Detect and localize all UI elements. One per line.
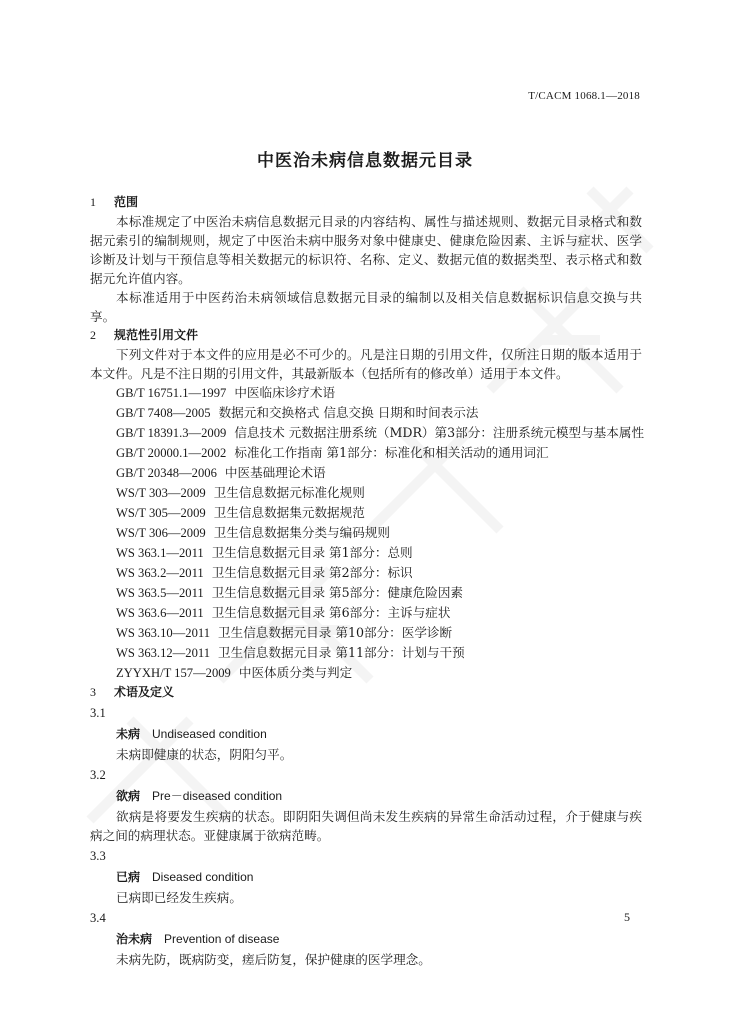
term-en: Undiseased condition [152,727,267,741]
reference-item [90,523,642,543]
reference-code: GB/T 16751.1—1997 [116,386,227,400]
reference-list [90,383,645,683]
term-en: Prevention of disease [164,932,280,946]
reference-code: WS/T 306—2009 [116,526,206,540]
page-number: 5 [624,910,630,924]
reference-code: WS 363.1—2011 [116,546,204,560]
section-heading-normative-references [90,326,642,345]
section-title: 范围 [114,195,139,209]
reference-title: 卫生信息数据元目录 第11部分：计划与干预 [218,645,465,660]
term-entry [90,766,642,845]
reference-code: GB/T 18391.3—2009 [116,426,227,440]
term-definition: 欲病是将要发生疾病的状态。即阴阳失调但尚未发生疾病的异常生命活动过程，介于健康与疾病之间的病理状态。亚健康属于欲病范畴。 [90,809,642,843]
term-number: 3.1 [90,706,106,720]
reference-item [90,623,642,643]
document-body [90,193,645,969]
term-number: 3.4 [90,911,106,925]
document-title: 中医治未病信息数据元目录 [257,151,473,171]
reference-code: GB/T 7408—2005 [116,406,211,420]
reference-item [90,563,642,583]
reference-title: 卫生信息数据元目录 第2部分：标识 [211,565,413,580]
reference-title: 卫生信息数据元目录 第5部分：健康危险因素 [211,585,464,600]
section-number: 1 [90,195,96,209]
section-heading-terms [90,683,642,702]
reference-item [90,543,642,563]
reference-code: WS 363.5—2011 [116,586,204,600]
paragraph: 本标准规定了中医治未病信息数据元目录的内容结构、属性与描述规则、数据元目录格式和数据元索引的编制规则，规定了中医治未病中服务对象中健康史、健康危险因素、主诉与症状、医学诊断及计划与干预信息等相关数据元的标识符、名称、定义、数据元值的数据类型、表示格式和数据元允许值内容。 [90,214,642,286]
term-entry [90,704,642,764]
term-definition: 已病即已经发生疾病。 [116,890,242,905]
section-number: 3 [90,685,96,699]
term-en: Diseased condition [152,870,254,884]
term-definition: 未病先防，既病防变，瘥后防复，保护健康的医学理念。 [116,952,431,967]
standard-code: T/CACM 1068.1—2018 [528,90,640,102]
reference-title: 卫生信息数据集分类与编码规则 [213,525,390,540]
reference-code: GB/T 20348—2006 [116,466,217,480]
reference-title: 中医基础理论术语 [224,465,326,480]
term-en: Pre－diseased condition [152,789,283,803]
section-heading-scope [90,193,642,212]
reference-code: ZYYXH/T 157—2009 [116,666,231,680]
term-zh: 治未病 [116,932,153,946]
reference-item [90,603,642,623]
reference-title: 中医临床诊疗术语 [234,385,336,400]
reference-title: 卫生信息数据元标准化规则 [213,485,365,500]
reference-title: 卫生信息数据元目录 第1部分：总则 [211,545,413,560]
term-title [90,867,642,887]
term-number: 3.3 [90,849,106,863]
reference-title: 卫生信息数据元目录 第6部分：主诉与症状 [211,605,451,620]
reference-code: WS/T 303—2009 [116,486,206,500]
reference-title: 标准化工作指南 第1部分：标准化和相关活动的通用词汇 [234,445,549,460]
reference-item [90,443,642,463]
reference-item [90,583,642,603]
term-zh: 未病 [116,727,141,741]
term-title [90,786,642,806]
paragraph: 本标准适用于中医药治未病领域信息数据元目录的编制以及相关信息数据标识信息交换与共享。 [90,290,642,324]
reference-item [90,403,642,423]
reference-item [90,483,642,503]
reference-code: WS 363.12—2011 [116,646,210,660]
paragraph: 下列文件对于本文件的应用是必不可少的。凡是注日期的引用文件，仅所注日期的版本适用于本文件。凡是不注日期的引用文件，其最新版本（包括所有的修改单）适用于本文件。 [90,347,642,381]
reference-title: 信息技术 元数据注册系统（MDR）第3部分：注册系统元模型与基本属性 [234,425,645,440]
reference-code: WS 363.6—2011 [116,606,204,620]
term-title [90,724,642,744]
reference-code: GB/T 20000.1—2002 [116,446,227,460]
term-title [90,929,642,949]
reference-item [90,463,642,483]
term-zh: 欲病 [116,789,141,803]
term-zh: 已病 [116,870,141,884]
reference-item [90,383,642,403]
reference-item [90,503,642,523]
reference-item [90,663,642,683]
section-title: 术语及定义 [114,685,175,699]
reference-code: WS 363.2—2011 [116,566,204,580]
term-entry [90,909,642,969]
term-number: 3.2 [90,768,106,782]
section-number: 2 [90,328,96,342]
reference-title: 中医体质分类与判定 [238,665,353,680]
reference-item [90,423,645,443]
reference-title: 卫生信息数据元目录 第10部分：医学诊断 [218,625,453,640]
reference-code: WS/T 305—2009 [116,506,206,520]
term-definition: 未病即健康的状态，阴阳匀平。 [116,747,293,762]
reference-code: WS 363.10—2011 [116,626,210,640]
reference-item [90,643,642,663]
reference-title: 卫生信息数据集元数据规范 [213,505,365,520]
term-entry [90,847,642,907]
reference-title: 数据元和交换格式 信息交换 日期和时间表示法 [218,405,479,420]
section-title: 规范性引用文件 [114,328,199,342]
